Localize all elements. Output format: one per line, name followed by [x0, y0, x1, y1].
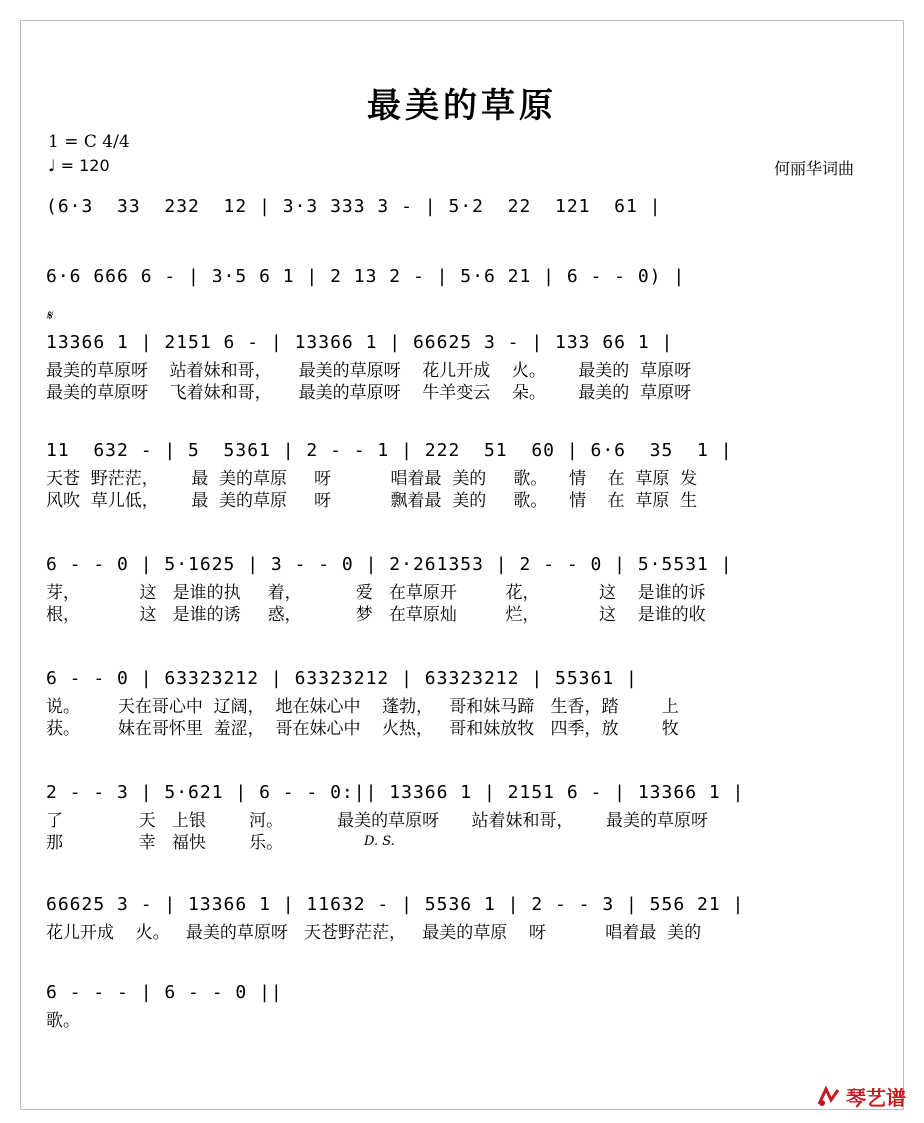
tempo-marking: ♩ = 120 — [48, 156, 110, 175]
composer-credit: 何丽华词曲 — [774, 159, 855, 178]
lyric-line — [46, 1032, 886, 1054]
dal-segno-mark: D. S. — [364, 834, 395, 849]
lyric-line: 花儿开成 火。 最美的草原呀 天苍野茫茫， 最美的草原 呀 唱着最 美的 — [46, 923, 702, 943]
lyric-line: 根， 这 是谁的诱 惑， 梦 在草原灿 烂， 这 是谁的收 — [46, 605, 706, 625]
notation-line: 6 - - 0 | 5·1625 | 3 - - 0 | 2·261353 | 2 - - 0 | 5·5531 | — [46, 554, 733, 575]
music-system — [46, 332, 886, 404]
music-system — [46, 982, 886, 1054]
notation-line: (6·3 33 232 12 | 3·3 333 3 - | 5·2 22 121 61 | — [46, 196, 662, 217]
lyric-line: 歌。 — [46, 1011, 80, 1031]
music-system — [46, 440, 886, 512]
music-system — [46, 782, 886, 854]
page-title: 最美的草原 — [367, 86, 557, 126]
notation-line: 6·6 666 6 - | 3·5 6 1 | 2 13 2 - | 5·6 21 | 6 - - 0) | — [46, 266, 686, 287]
lyric-line — [46, 294, 886, 316]
lyric-line: 天苍 野茫茫， 最 美的草原 呀 唱着最 美的 歌。 情 在 草原 发 — [46, 469, 698, 489]
lyric-line — [46, 246, 886, 268]
notation-line: 2 - - 3 | 5·621 | 6 - - 0:|| 13366 1 | 2151 6 - | 13366 1 | — [46, 782, 745, 803]
lyric-line — [46, 944, 886, 966]
lyric-line — [46, 224, 886, 246]
lyric-line: 说。 天在哥心中 辽阔， 地在妹心中 蓬勃， 哥和妹马蹄 生香，踏 上 — [46, 697, 679, 717]
music-system — [46, 196, 886, 268]
lyric-line: 那 幸 福快 乐。 — [46, 833, 284, 853]
key-signature: 1 = C 4/4 — [48, 132, 130, 152]
notation-line: 13366 1 | 2151 6 - | 13366 1 | 66625 3 - | 133 66 1 | — [46, 332, 674, 353]
watermark-logo — [816, 1082, 906, 1111]
notation-line: 11 632 - | 5 5361 | 2 - - 1 | 222 51 60 | 6·6 35 1 | — [46, 440, 733, 461]
lyric-line: 最美的草原呀 飞着妹和哥， 最美的草原呀 牛羊变云 朵。 最美的 草原呀 — [46, 383, 692, 403]
music-system — [46, 554, 886, 626]
notation-line: 66625 3 - | 13366 1 | 11632 - | 5536 1 | 2 - - 3 | 556 21 | — [46, 894, 745, 915]
watermark-text: 琴艺谱 — [846, 1086, 906, 1110]
music-note-icon — [816, 1086, 842, 1108]
lyric-line: 了 天 上银 河。 最美的草原呀 站着妹和哥， 最美的草原呀 — [46, 811, 708, 831]
notation-line: 6 - - 0 | 63323212 | 63323212 | 63323212 | 55361 | — [46, 668, 638, 689]
music-system — [46, 668, 886, 740]
lyric-line: 芽， 这 是谁的执 着， 爱 在草原开 花， 这 是谁的诉 — [46, 583, 706, 603]
music-system — [46, 894, 886, 966]
notation-line: 6 - - - | 6 - - 0 || — [46, 982, 283, 1003]
lyric-line: 最美的草原呀 站着妹和哥， 最美的草原呀 花儿开成 火。 最美的 草原呀 — [46, 361, 692, 381]
lyric-line: 风吹 草儿低， 最 美的草原 呀 飘着最 美的 歌。 情 在 草原 生 — [46, 491, 698, 511]
segno-sign: 𝄋 — [46, 308, 53, 324]
music-system — [46, 266, 886, 338]
lyric-line: 获。 妹在哥怀里 羞涩， 哥在妹心中 火热， 哥和妹放牧 四季，放 牧 — [46, 719, 679, 739]
